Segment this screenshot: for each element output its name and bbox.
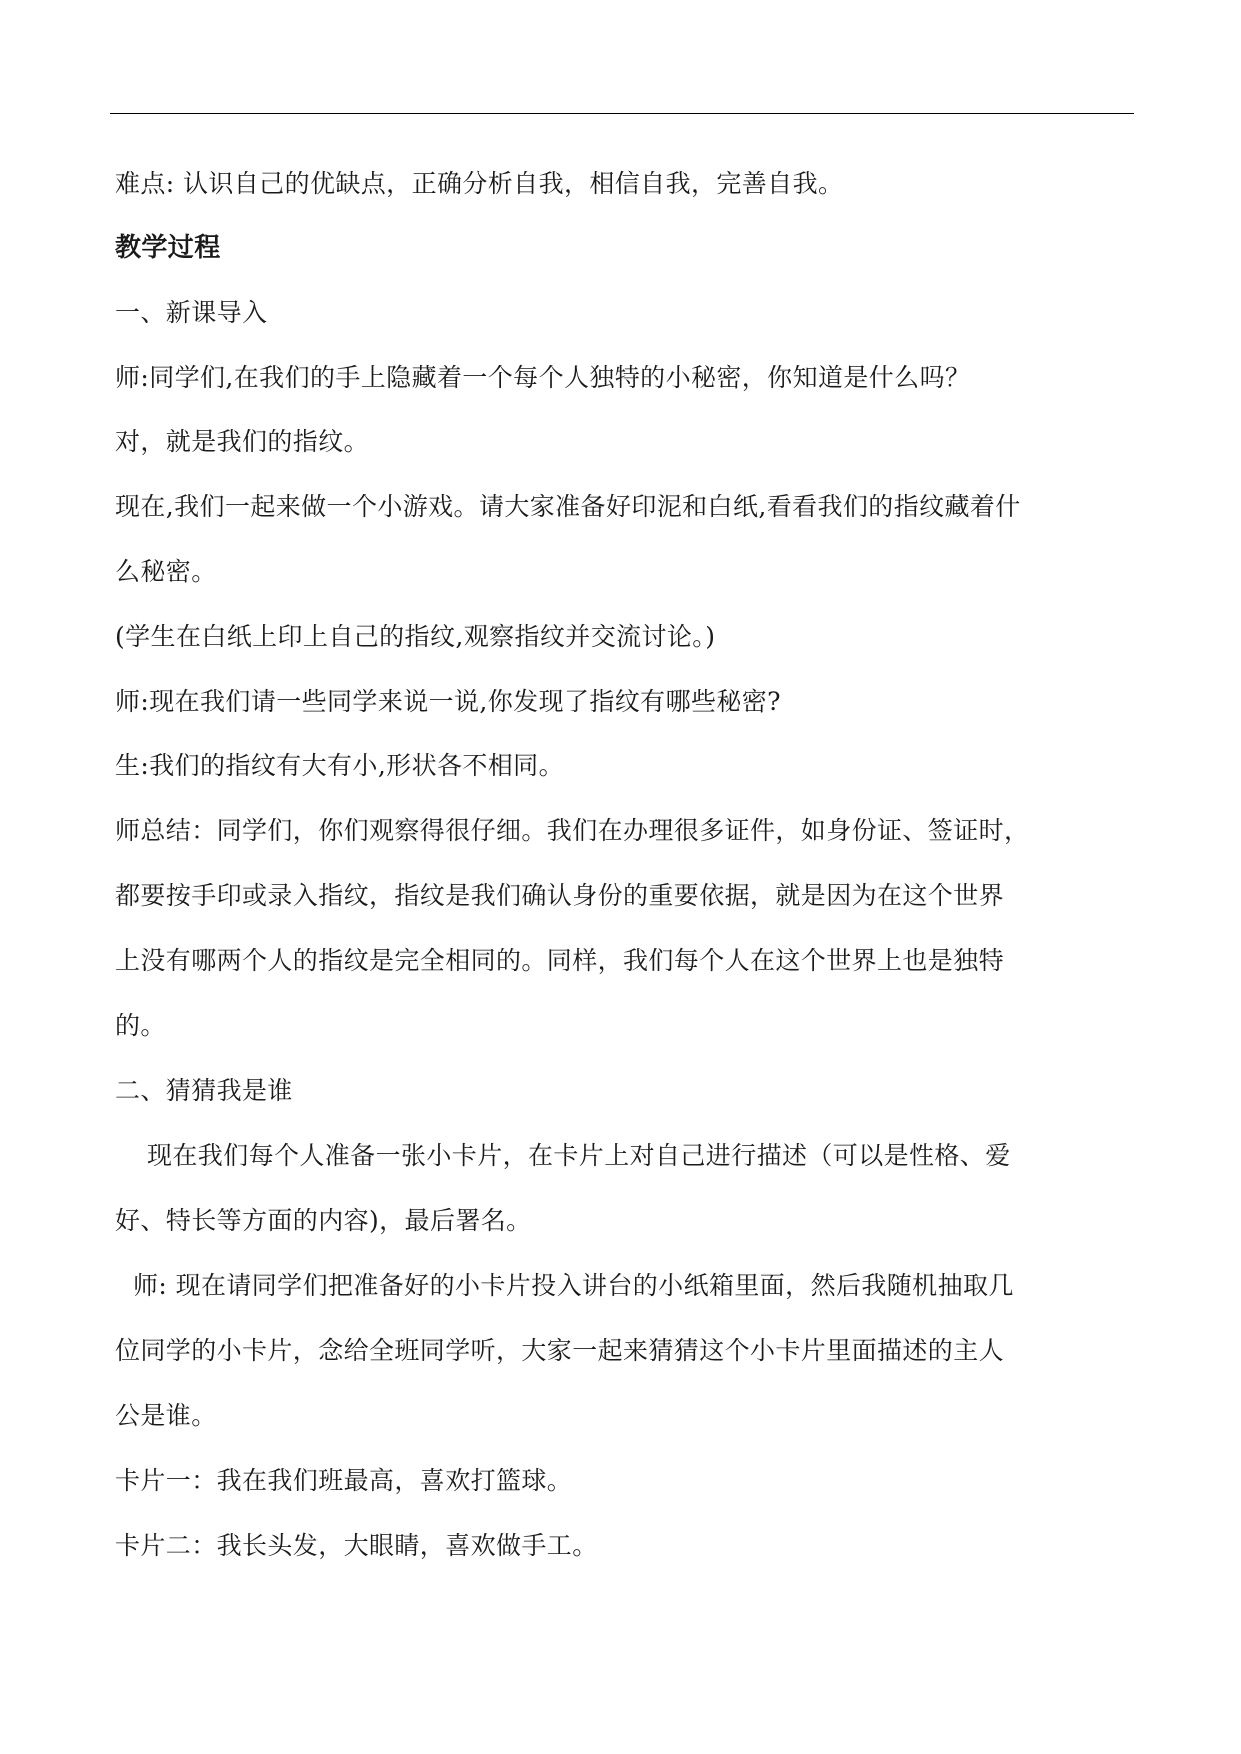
paragraph-line: (学生在白纸上印上自己的指纹,观察指纹并交流讨论。) bbox=[115, 622, 716, 651]
paragraph-line: 现在我们每个人准备一张小卡片，在卡片上对自己进行描述（可以是性格、爱 bbox=[147, 1141, 1011, 1170]
paragraph-line: 上没有哪两个人的指纹是完全相同的。同样，我们每个人在这个世界上也是独特 bbox=[115, 946, 1005, 975]
section-heading-teaching-process: 教学过程 bbox=[115, 233, 221, 263]
paragraph-line: 么秘密。 bbox=[115, 557, 217, 586]
paragraph-line: 师:现在我们请一些同学来说一说,你发现了指纹有哪些秘密? bbox=[115, 687, 781, 716]
difficulty-line: 难点: 认识自己的优缺点，正确分析自我，相信自我，完善自我。 bbox=[115, 169, 844, 198]
paragraph-line: 师: 现在请同学们把准备好的小卡片投入讲台的小纸箱里面，然后我随机抽取几 bbox=[133, 1271, 1014, 1300]
paragraph-line: 对，就是我们的指纹。 bbox=[115, 427, 370, 456]
header-rule bbox=[110, 113, 1134, 114]
paragraph-line: 位同学的小卡片，念给全班同学听，大家一起来猜猜这个小卡片里面描述的主人 bbox=[115, 1336, 1005, 1365]
paragraph-line: 现在,我们一起来做一个小游戏。请大家准备好印泥和白纸,看看我们的指纹藏着什 bbox=[115, 492, 1021, 521]
card-one-line: 卡片一：我在我们班最高，喜欢打篮球。 bbox=[115, 1466, 573, 1495]
paragraph-line: 的。 bbox=[115, 1011, 166, 1040]
paragraph-line: 好、特长等方面的内容)，最后署名。 bbox=[115, 1206, 532, 1235]
paragraph-line: 师:同学们,在我们的手上隐藏着一个每个人独特的小秘密，你知道是什么吗？ bbox=[115, 363, 971, 392]
card-two-line: 卡片二：我长头发，大眼睛，喜欢做手工。 bbox=[115, 1531, 598, 1560]
subheading-guess-who: 二、猜猜我是谁 bbox=[115, 1076, 293, 1105]
paragraph-line: 生:我们的指纹有大有小,形状各不相同。 bbox=[115, 751, 564, 780]
paragraph-line: 师总结：同学们，你们观察得很仔细。我们在办理很多证件，如身份证、签证时， bbox=[115, 816, 1030, 845]
paragraph-line: 公是谁。 bbox=[115, 1401, 217, 1430]
paragraph-line: 都要按手印或录入指纹，指纹是我们确认身份的重要依据，就是因为在这个世界 bbox=[115, 881, 1005, 910]
subheading-new-lesson-intro: 一、新课导入 bbox=[115, 298, 268, 327]
